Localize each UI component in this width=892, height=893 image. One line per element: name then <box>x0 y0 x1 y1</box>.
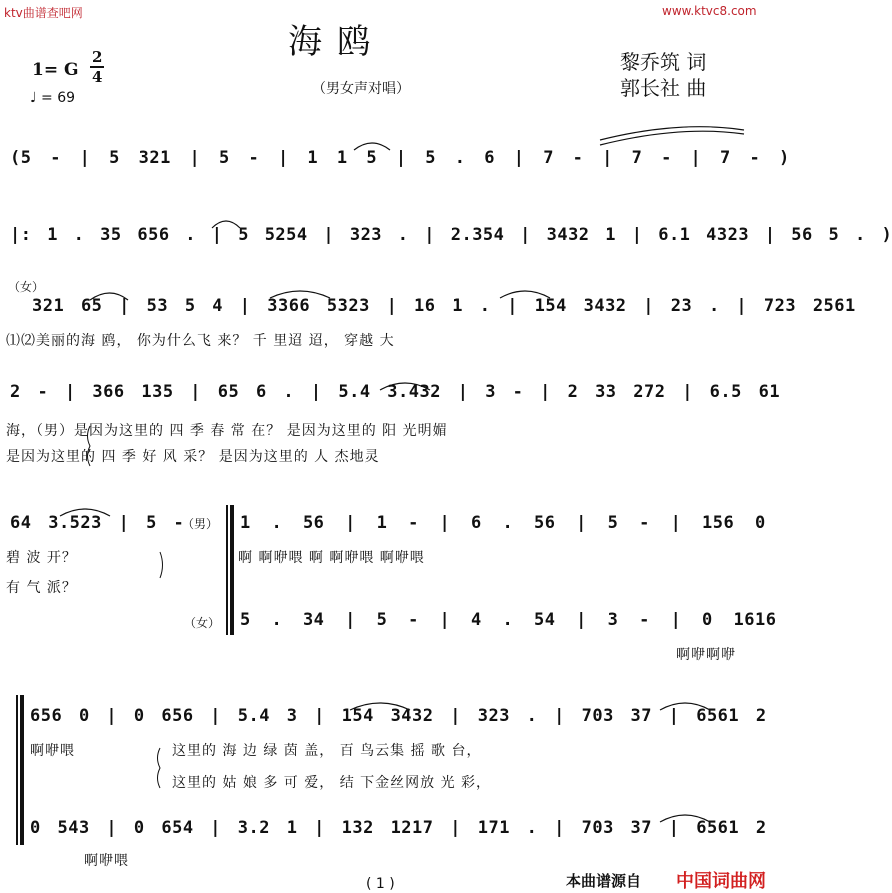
lyrics-row-5-verse-2: 有 气 派？ <box>6 580 77 596</box>
site-watermark-right: www.ktvc8.com <box>662 4 757 18</box>
system-thick-line-2 <box>20 695 24 845</box>
notation-row-8: 0 543 | 0 654 | 3.2 1 | 132 1217 | 171 . | 703 37 | 6561 2 <box>30 818 767 838</box>
notation-row-6-female: 5 . 34 | 5 - | 4 . 54 | 3 - | 0 1616 <box>240 610 777 630</box>
source-label: 本曲谱源自 <box>566 872 642 890</box>
lyrics-row-8: 啊咿喂 <box>84 853 129 869</box>
voice-label-female: （女） <box>8 280 45 294</box>
notation-row-3: 321 65 | 53 5 4 | 3366 5323 | 16 1 . | 154 3432 | 23 . | 723 2561 <box>32 296 856 316</box>
system-thick-line <box>230 505 234 635</box>
composer-credit: 郭长社 曲 <box>620 76 707 100</box>
site-watermark-left: ktv曲谱查吧网 <box>4 6 83 20</box>
subtitle: （男女声对唱） <box>312 81 410 97</box>
notation-row-5-male: 1 . 56 | 1 - | 6 . 56 | 5 - | 156 0 <box>240 513 766 533</box>
tempo-mark: ♩ = 69 <box>30 90 76 106</box>
time-denominator: 4 <box>92 68 103 86</box>
notation-row-7: 656 0 | 0 656 | 5.4 3 | 154 3432 | 323 . | 703 37 | 6561 2 <box>30 706 767 726</box>
source-site-link[interactable]: 中国词曲网 <box>676 871 766 892</box>
lyrics-row-7-verse-1: 这里的 海 边 绿 茵 盖， 百 鸟云集 摇 歌 台， <box>172 743 482 759</box>
notation-row-1: (5 - | 5 321 | 5 - | 1 1 5 | 5 . 6 | 7 - | 7 - | 7 - ) <box>10 148 790 168</box>
time-numerator: 2 <box>92 48 103 66</box>
lyrics-row-4-verse-2: 是因为这里的 四 季 好 风 采？ 是因为这里的 人 杰地灵 <box>6 449 380 465</box>
lyrics-row-7-echo: 啊咿喂 <box>30 743 75 759</box>
lyricist-credit: 黎乔筑 词 <box>620 50 707 74</box>
key-signature: 1= G <box>32 60 79 80</box>
voice-label-male: （男） <box>182 517 219 531</box>
notation-row-5: 64 3.523 | 5 - <box>10 513 185 533</box>
system-brace-line-2 <box>16 695 18 845</box>
notation-row-2: |: 1 . 35 656 . | 5 5254 | 323 . | 2.354 | 3432 1 | 6.1 4323 | 56 5 . ) <box>10 225 892 245</box>
system-brace-line <box>226 505 228 635</box>
notation-row-4: 2 - | 366 135 | 65 6 . | 5.4 3.432 | 3 - | 2 33 272 | 6.5 61 <box>10 382 781 402</box>
voice-label-female-2: （女） <box>184 616 221 630</box>
page-number: ( 1 ) <box>366 876 395 892</box>
lyrics-row-5-male: 啊 啊咿喂 啊 啊咿喂 啊咿喂 <box>238 550 425 566</box>
lyrics-row-7-verse-2: 这里的 姑 娘 多 可 爱， 结 下金丝网放 光 彩， <box>172 775 492 791</box>
lyrics-row-3: ⑴⑵美丽的海 鸥， 你为什么飞 来？ 千 里迢 迢， 穿越 大 <box>6 333 395 349</box>
lyrics-row-4-verse-1: 海，（男）是因为这里的 四 季 春 常 在？ 是因为这里的 阳 光明媚 <box>6 423 448 439</box>
lyrics-row-5-verse-1: 碧 波 开？ <box>6 550 77 566</box>
lyrics-row-6-female: 啊咿啊咿 <box>676 647 736 663</box>
page-title: 海 鸥 <box>288 22 373 62</box>
